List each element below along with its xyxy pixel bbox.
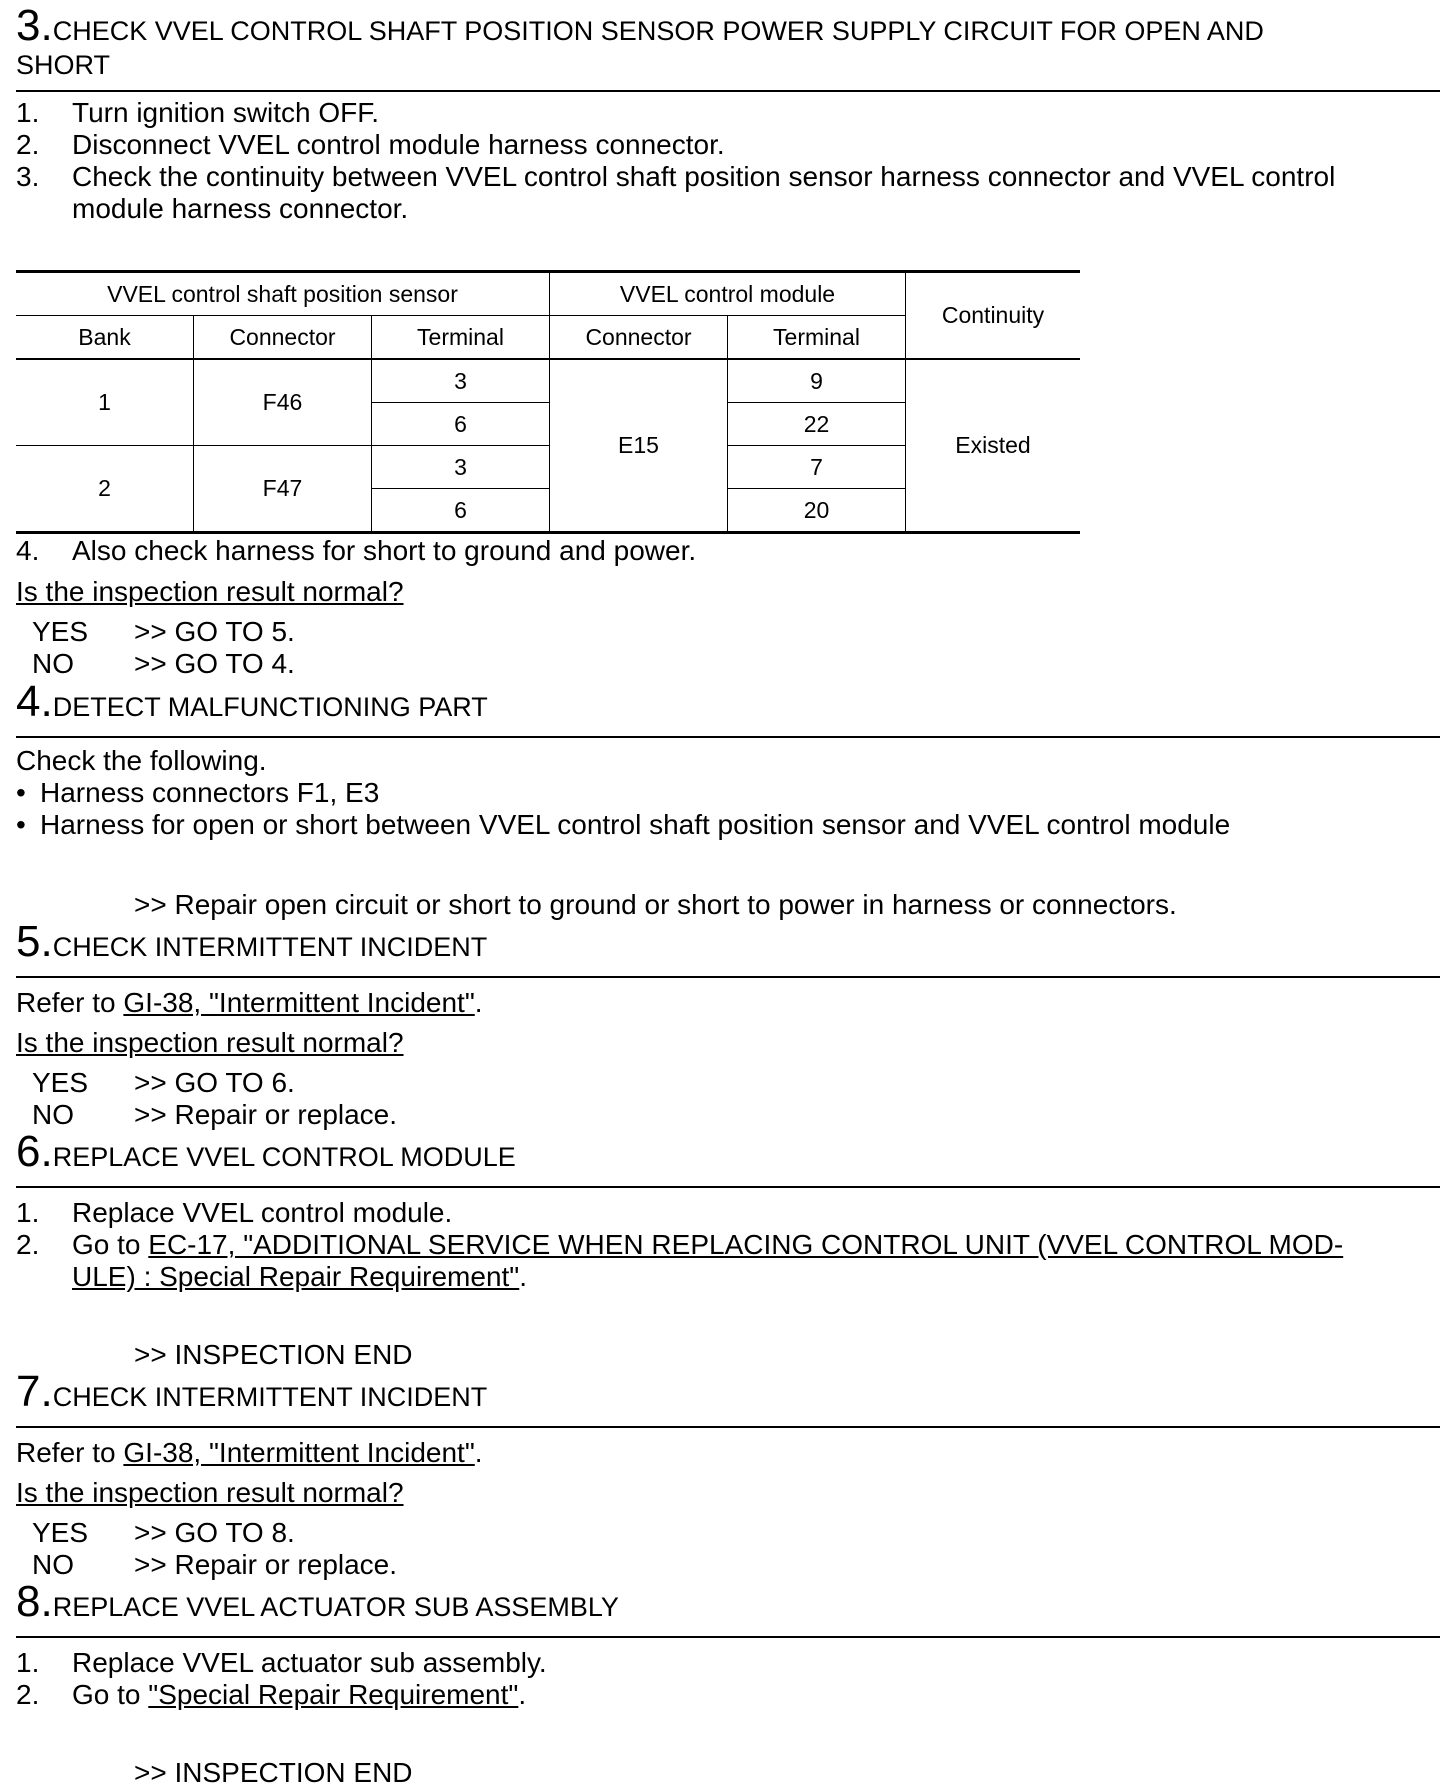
repair-action: >> Repair open circuit or short to ground or short to power in harness or connectors.	[134, 889, 1177, 920]
step-1: 1. Replace VVEL actuator sub assembly.	[16, 1647, 547, 1678]
section-title: CHECK VVEL CONTROL SHAFT POSITION SENSOR POWER SUPPLY CIRCUIT FOR OPEN AND	[52, 16, 1264, 46]
step-2-cont: ULE) : Special Repair Requirement".	[72, 1261, 528, 1292]
check-intro: Check the following.	[16, 745, 267, 776]
step-1: 1. Replace VVEL control module.	[16, 1197, 453, 1228]
step-3-cont: module harness connector.	[72, 193, 409, 224]
step-2: 2. Disconnect VVEL control module harness connector.	[16, 129, 725, 160]
bullet-item: • Harness for open or short between VVEL control shaft position sensor and VVEL control module	[16, 809, 1231, 840]
bullet-item: • Harness connectors F1, E3	[16, 777, 380, 808]
step-2: 2. Go to EC-17, "ADDITIONAL SERVICE WHEN REPLACING CONTROL UNIT (VVEL CONTROL MOD-	[16, 1229, 1344, 1260]
inspection-end: >> INSPECTION END	[134, 1757, 413, 1788]
section-number: 4.	[16, 677, 53, 726]
section-7-header	[16, 1367, 1440, 1428]
section-number: 8.	[16, 1577, 53, 1626]
table-header-continuity: Continuity	[906, 272, 1081, 360]
section-title: REPLACE VVEL ACTUATOR SUB ASSEMBLY	[52, 1592, 619, 1622]
answer-yes: YES >> GO TO 8.	[32, 1517, 295, 1548]
step-3: 3. Check the continuity between VVEL control shaft position sensor harness connector and VVEL control	[16, 161, 1336, 192]
answer-no: NO >> GO TO 4.	[32, 648, 295, 679]
gi-38-link[interactable]: GI-38, "Intermittent Incident"	[123, 1437, 475, 1468]
section-number: 3.	[16, 1, 53, 50]
step-2: 2. Go to "Special Repair Requirement".	[16, 1679, 527, 1710]
table-header-bank: Bank	[16, 316, 194, 360]
table-row: 2 F47 3 7	[16, 446, 1080, 489]
refer-line: Refer to GI-38, "Intermittent Incident".	[16, 987, 483, 1018]
table-row: 6 20	[16, 489, 1080, 533]
table-header-terminal: Terminal	[372, 316, 550, 360]
section-number: 6.	[16, 1127, 53, 1176]
section-3-header	[16, 1, 1440, 92]
table-row: 1 F46 3 E15 9 Existed	[16, 359, 1080, 403]
step-4: 4. Also check harness for short to ground and power.	[16, 535, 697, 566]
section-number: 7.	[16, 1367, 53, 1416]
section-title: CHECK INTERMITTENT INCIDENT	[52, 1382, 488, 1412]
table-row: 6 22	[16, 403, 1080, 446]
section-title-cont: SHORT	[16, 50, 111, 80]
ec-17-link-cont[interactable]: ULE) : Special Repair Requirement"	[72, 1261, 520, 1292]
answer-yes: YES >> GO TO 5.	[32, 616, 295, 647]
answer-no: NO >> Repair or replace.	[32, 1549, 398, 1580]
section-5-header	[16, 917, 1440, 978]
section-6-header	[16, 1127, 1440, 1188]
inspection-question: Is the inspection result normal?	[16, 1477, 404, 1508]
table-group-sensor: VVEL control shaft position sensor	[16, 272, 550, 316]
inspection-end: >> INSPECTION END	[134, 1339, 413, 1370]
table-header-module-terminal: Terminal	[728, 316, 906, 360]
inspection-question: Is the inspection result normal?	[16, 576, 404, 607]
table-group-module: VVEL control module	[550, 272, 906, 316]
section-title: CHECK INTERMITTENT INCIDENT	[52, 932, 488, 962]
table-header-module-connector: Connector	[550, 316, 728, 360]
answer-yes: YES >> GO TO 6.	[32, 1067, 295, 1098]
special-repair-link[interactable]: "Special Repair Requirement"	[148, 1679, 519, 1710]
module-connector-cell: E15	[550, 359, 728, 533]
section-number: 5.	[16, 917, 53, 966]
gi-38-link[interactable]: GI-38, "Intermittent Incident"	[123, 987, 475, 1018]
refer-line: Refer to GI-38, "Intermittent Incident".	[16, 1437, 483, 1468]
inspection-question: Is the inspection result normal?	[16, 1027, 404, 1058]
section-title: DETECT MALFUNCTIONING PART	[52, 692, 488, 722]
answer-no: NO >> Repair or replace.	[32, 1099, 398, 1130]
ec-17-link[interactable]: EC-17, "ADDITIONAL SERVICE WHEN REPLACING CONTROL UNIT (VVEL CONTROL MOD-	[148, 1229, 1344, 1260]
continuity-result-cell: Existed	[906, 359, 1081, 533]
table-header-connector: Connector	[194, 316, 372, 360]
section-title: REPLACE VVEL CONTROL MODULE	[52, 1142, 516, 1172]
section-8-header	[16, 1577, 1440, 1638]
section-4-header	[16, 677, 1440, 738]
step-1: 1. Turn ignition switch OFF.	[16, 97, 380, 128]
continuity-table	[16, 270, 1080, 534]
